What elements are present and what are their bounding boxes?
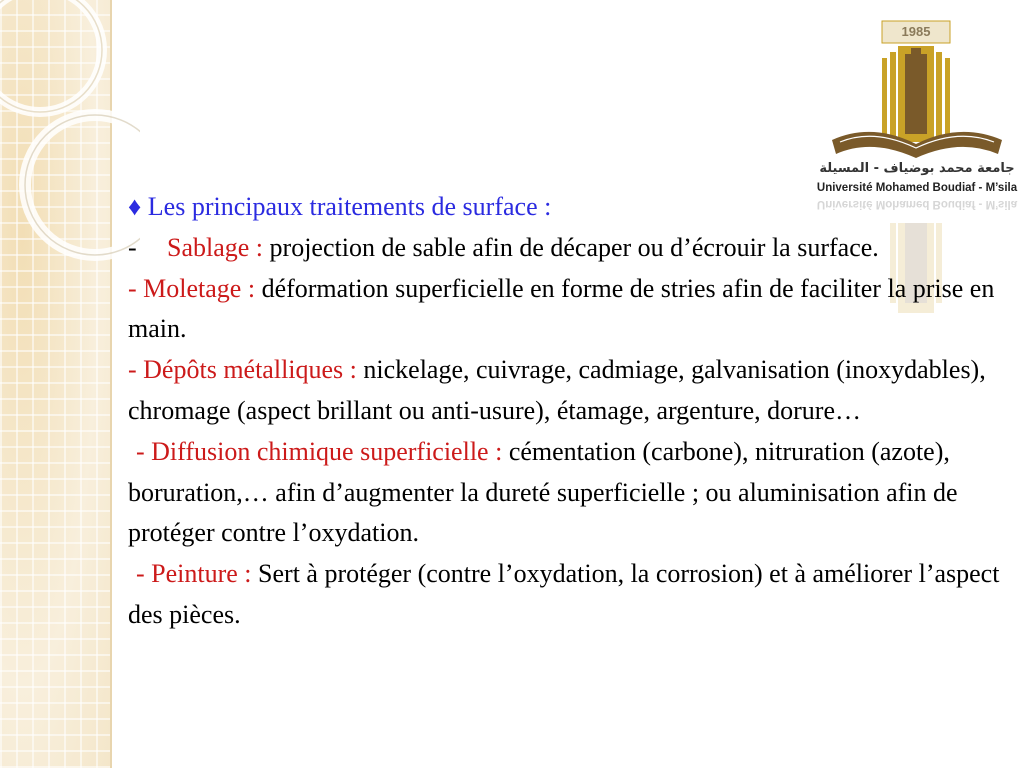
item-label: - Dépôts métalliques : [128,355,357,385]
item-label: - Moletage : [128,273,256,303]
item-text: projection de sable afin de décaper ou d’écrouir la surface. [269,232,879,262]
list-item-moletage [128,269,1008,351]
list-item-depots-metalliques [128,350,1008,432]
diamond-bullet-icon: ♦ [128,192,142,221]
logo-name-reflection: Université Mohamed Boudiaf - M’sila [816,198,1018,210]
logo-year: 1985 [901,24,931,39]
slide-heading [128,187,1008,228]
item-text: cémentation (carbone), nitruration (azote), boruration,… afin d’augmenter la dureté superficielle ; ou aluminisation afin de protéger contre l’oxydation. [128,436,958,548]
item-label: - Diffusion chimique superficielle : [136,436,503,466]
list-item-peinture [128,554,1008,636]
heading-text: Les principaux traitements de surface : [147,192,552,221]
item-text: déformation superficielle en forme de stries afin de faciliter la prise en main. [128,273,995,344]
item-label: Sablage : [167,232,264,262]
slide-body [128,187,1008,636]
item-text: Sert à protéger (contre l’oxydation, la corrosion) et à améliorer l’aspect des pièces. [128,559,1000,629]
logo-latin-name: Université Mohamed Boudiaf - M’sila [816,182,1018,194]
list-item-sablage [128,228,1008,269]
list-dash: - [128,232,137,262]
logo-arabic-name: جامعة محمد بوضياف - المسيلة [819,161,1015,176]
item-text: nickelage, cuivrage, cadmiage, galvanisation (inoxydables), chromage (aspect brillant ou anti-usure), étamage, argenture, dorure… [128,355,986,425]
decorative-rings [0,0,140,300]
list-item-diffusion-chimique [128,432,1008,554]
item-label: - Peinture : [136,559,252,589]
